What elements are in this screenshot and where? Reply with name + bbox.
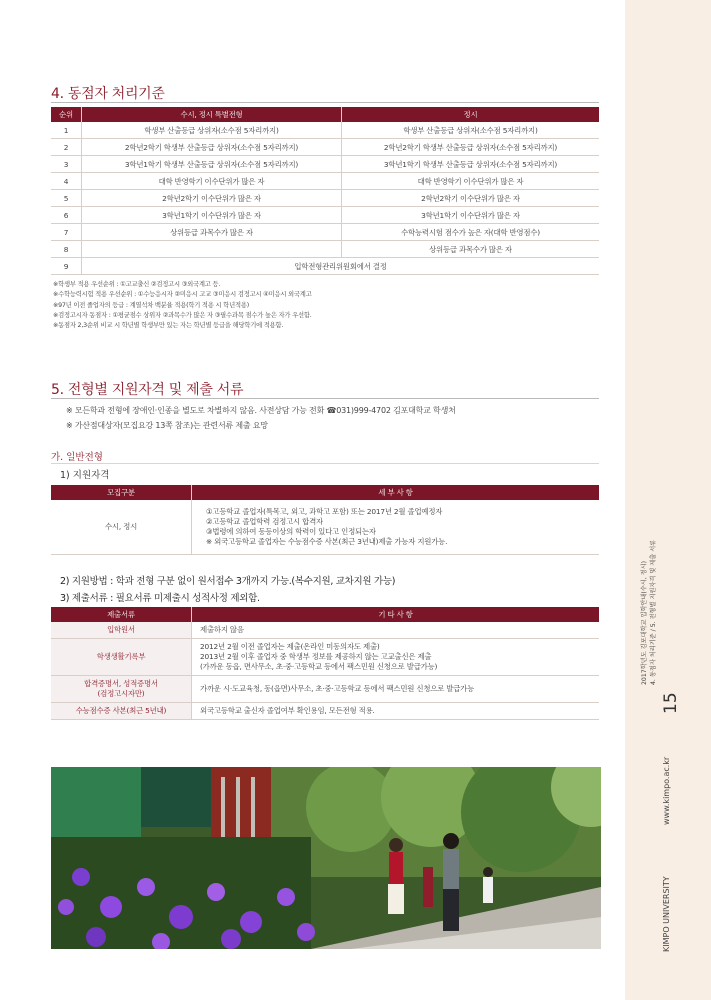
document-note-cell: [192, 622, 600, 639]
table-cell: 3학년1학기 이수단위가 많은 자: [342, 207, 600, 224]
sidebar: [625, 0, 711, 1000]
table-header: 모집구분: [51, 485, 192, 500]
table-cell: 학생부 산출등급 상위자(소수점 5자리까지): [342, 122, 600, 139]
document-note: 외국고등학교 출신자 졸업여부 확인용임, 모든전형 적용.: [200, 706, 375, 715]
page-number: 15: [661, 692, 681, 714]
table-row: [51, 207, 599, 224]
table-row: [51, 258, 599, 275]
table-header: 제출서류: [51, 607, 192, 622]
document-note: 제출하지 않음: [200, 625, 244, 634]
table-header-row: [51, 607, 599, 622]
table-cell: 학생부 산출등급 상위자(소수점 5자리까지): [82, 122, 342, 139]
table-cell: 9: [51, 258, 82, 275]
table-cell: 3: [51, 156, 82, 173]
table-cell: 4: [51, 173, 82, 190]
document-name: 입학원서: [107, 625, 135, 634]
note-item: ※ 모든학과 전형에 장애인·인종을 별도로 차별하지 않음. 사전상담 가능 전화 ☎031)999-4702 김포대학교 학생처: [66, 406, 456, 415]
subsection-general: 가. 일반전형: [51, 452, 103, 463]
table-header: 수시, 정시 특별전형: [82, 107, 342, 122]
document-name-cell: [51, 703, 192, 720]
table-row: [51, 139, 599, 156]
table-row: [51, 241, 599, 258]
section4-title: 4. 동점자 처리기준: [51, 86, 165, 102]
section5-title: 5. 전형별 지원자격 및 제출 서류: [51, 382, 244, 398]
table-cell: 2학년2학기 이수단위가 많은 자: [342, 190, 600, 207]
table-cell: 5: [51, 190, 82, 207]
note-item: ※검정고시자 동점자 : ①평균점수 상위자 ②과목수가 많은 자 ③필수과목 점수가 높은 자가 우선함.: [53, 311, 312, 319]
required-documents: 3) 제출서류 : 필요서류 미제출시 성적사정 제외함.: [60, 593, 260, 604]
table-header: 정시: [342, 107, 600, 122]
documents-table: [51, 607, 599, 720]
table-cell: 2학년2학기 학생부 산출등급 상위자(소수점 5자리까지): [342, 139, 600, 156]
table-cell: 1: [51, 122, 82, 139]
document-note-cell: [192, 703, 600, 720]
table-cell: 상위등급 과목수가 많은 자: [82, 224, 342, 241]
note-item: ※ 가산점대상자(모집요강 13쪽 참조)는 관련서류 제출 요망: [66, 420, 268, 430]
university-name: KIMPO UNIVERSITY: [662, 876, 671, 952]
table-cell: 수시, 정시: [51, 500, 192, 555]
table-cell: 2: [51, 139, 82, 156]
document-note: (가까운 동읍, 면사무소, 초·중·고등학교 등에서 팩스민원 신청으로 발급가능): [200, 662, 438, 671]
caption-line-2: 4. 동점자 처리기준 / 5. 전형별 지원자격 및 제출 서류: [650, 539, 657, 685]
detail-line: ③법령에 의하여 동등이상의 학력이 있다고 인정되는자: [206, 527, 376, 536]
table-row: [51, 190, 599, 207]
table-row: [51, 676, 599, 703]
table-row: [51, 500, 599, 555]
table-header: 세 부 사 항: [192, 485, 600, 500]
campus-photo: [51, 767, 601, 949]
document-note-cell: [192, 639, 600, 676]
document-note: 2013년 2월 이후 졸업자 중 학생부 정보를 제공하지 않는 고교출신은 제출: [200, 652, 432, 661]
table-header-row: [51, 485, 599, 500]
caption-line-1: 2017학년도 김포대학교 입학안내(수시, 정시): [641, 560, 648, 685]
document-name: (검정고시자만): [97, 689, 145, 698]
tie-break-table: [51, 107, 599, 275]
document-note: 가까운 시·도교육청, 동(읍면)사무소, 초·중·고등학교 등에서 팩스민원 신청으로 발급가능: [200, 684, 475, 693]
note-item: ※학생부 적용 우선순위 : ①고교출신 ②검정고시 ③외국계고 등.: [53, 281, 221, 288]
document-name: 학생생활기록부: [96, 652, 146, 661]
table-cell: [192, 500, 600, 555]
document-name: 수능점수증 사본(최근 5년내): [75, 706, 167, 715]
note-item: ※수학능력시험 적용 우선순위 : ①수능응시자 ②미응시 고교 ③미응시 검정고시 ④미응시 외국계고: [53, 291, 312, 299]
note-item: ※97년 이전 졸업자의 등급 : 계열석차 백분율 적용(학기 적용 시 학년적용): [53, 301, 249, 309]
table-row: [51, 639, 599, 676]
detail-line: ①고등학교 졸업자(특목고, 외고, 과학고 포함) 또는 2017년 2월 졸업예정자: [206, 507, 443, 516]
table-cell: [82, 241, 342, 258]
table-row: [51, 122, 599, 139]
document-name-cell: [51, 622, 192, 639]
subsection-eligibility: 1) 지원자격: [60, 470, 110, 481]
table-cell: 입학전형관리위원회에서 결정: [82, 258, 600, 275]
section4-notes: [53, 280, 312, 331]
document-name-cell: [51, 639, 192, 676]
sidebar-caption: [640, 540, 658, 685]
table-row: [51, 703, 599, 720]
section5-title-rule: [51, 398, 599, 399]
note-item: ※동점자 2,3순위 비교 시 학년별 학생부만 있는 자는 학년별 등급을 해당학기에 적용함.: [53, 322, 284, 330]
table-row: [51, 622, 599, 639]
document-note-cell: [192, 676, 600, 703]
detail-line: ※ 외국고등학교 졸업자는 수능점수증 사본(최근 3년내)제출 가능자 지원가능.: [206, 537, 448, 546]
subsection-rule: [51, 463, 599, 464]
section4-title-rule: [51, 102, 599, 103]
table-cell: 대학 반영학기 이수단위가 많은 자: [82, 173, 342, 190]
table-header: 순위: [51, 107, 82, 122]
table-header-row: [51, 107, 599, 122]
table-cell: 수학능력시험 점수가 높은 자(대학 반영점수): [342, 224, 600, 241]
table-row: [51, 173, 599, 190]
document-note: 2012년 2월 이전 졸업자는 제출(온라인 미동의자도 제출): [200, 642, 380, 651]
table-header: 기 타 사 항: [192, 607, 600, 622]
table-cell: 6: [51, 207, 82, 224]
table-cell: 8: [51, 241, 82, 258]
table-cell: 3학년1학기 학생부 산출등급 상위자(소수점 5자리까지): [342, 156, 600, 173]
table-row: [51, 156, 599, 173]
table-row: [51, 224, 599, 241]
document-name-cell: [51, 676, 192, 703]
application-method: 2) 지원방법 : 학과 전형 구분 없이 원서접수 3개까지 가능.(복수지원, 교차지원 가능): [60, 576, 396, 587]
detail-line: ②고등학교 졸업학력 검정고시 합격자: [206, 517, 323, 526]
document-name: 합격증명서, 성적증명서: [84, 679, 158, 688]
table-cell: 대학 반영학기 이수단위가 많은 자: [342, 173, 600, 190]
table-cell: 3학년1학기 이수단위가 많은 자: [82, 207, 342, 224]
table-cell: 2학년2학기 학생부 산출등급 상위자(소수점 5자리까지): [82, 139, 342, 156]
section5-notes: [66, 404, 456, 433]
table-cell: 상위등급 과목수가 많은 자: [342, 241, 600, 258]
table-cell: 2학년2학기 이수단위가 많은 자: [82, 190, 342, 207]
eligibility-table: [51, 485, 599, 555]
website-url: www.kimpo.ac.kr: [662, 756, 671, 825]
table-cell: 3학년1학기 학생부 산출등급 상위자(소수점 5자리까지): [82, 156, 342, 173]
table-cell: 7: [51, 224, 82, 241]
